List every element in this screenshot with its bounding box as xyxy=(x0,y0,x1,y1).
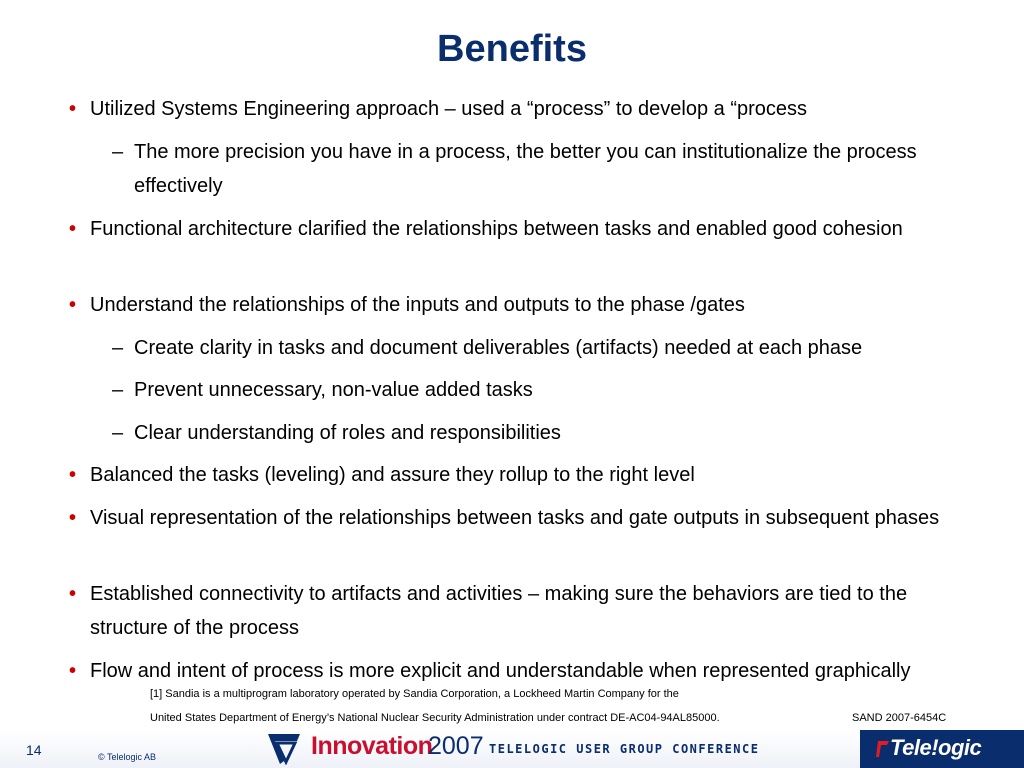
innovation-logo-icon xyxy=(267,733,301,765)
bullet-text: Utilized Systems Engineering approach – used a “process” to develop a “process xyxy=(90,98,808,120)
telelogic-mark-icon xyxy=(876,739,890,759)
bullet-dot-icon: • xyxy=(69,507,77,529)
sub-bullet-item xyxy=(112,331,994,365)
bullet-text: Prevent unnecessary, non-value added tasks xyxy=(134,379,533,401)
bullet-text: Flow and intent of process is more explicit and understandable when represented graphically xyxy=(90,660,911,682)
dash-icon: – xyxy=(112,422,124,444)
bullet-item xyxy=(69,288,990,322)
bullet-dot-icon: • xyxy=(69,98,77,120)
sub-bullet-item xyxy=(112,373,994,407)
bullet-dot-icon: • xyxy=(69,464,77,486)
innovation-year: 2007 xyxy=(428,732,484,760)
bullet-text: Create clarity in tasks and document deliverables (artifacts) needed at each phase xyxy=(134,337,863,359)
bullet-text: Visual representation of the relationships between tasks and gate outputs in subsequent phases xyxy=(90,507,940,529)
bullet-item xyxy=(69,458,990,492)
telelogic-logo xyxy=(860,730,1024,768)
bullet-text: Clear understanding of roles and responsibilities xyxy=(134,422,561,444)
conference-title: TELELOGIC USER GROUP CONFERENCE xyxy=(489,742,760,756)
bullet-text: Functional architecture clarified the relationships between tasks and enabled good cohesion xyxy=(90,218,903,240)
bullet-dot-icon: • xyxy=(69,218,77,240)
dash-icon: – xyxy=(112,141,124,163)
dash-icon: – xyxy=(112,337,124,359)
sub-bullet-item xyxy=(112,416,994,450)
bullet-item xyxy=(69,654,990,688)
bullet-dot-icon: • xyxy=(69,660,77,682)
footer-bar xyxy=(0,730,860,768)
page-number: 14 xyxy=(26,742,42,758)
bullet-item xyxy=(69,212,990,246)
bullet-text: Balanced the tasks (leveling) and assure they rollup to the right level xyxy=(90,464,695,486)
bullet-text: The more precision you have in a process, the better you can institutionalize the process effectively xyxy=(134,141,917,197)
sand-number: SAND 2007-6454C xyxy=(852,712,947,724)
bullet-item xyxy=(69,501,990,535)
copyright: © Telelogic AB xyxy=(98,752,156,762)
slide-title: Benefits xyxy=(437,28,587,70)
bullet-item xyxy=(69,92,990,126)
footnote-line: [1] Sandia is a multiprogram laboratory operated by Sandia Corporation, a Lockheed Martin Company for the xyxy=(150,688,679,700)
bullet-text: Established connectivity to artifacts and activities – making sure the behaviors are tied to the structure of the process xyxy=(90,583,908,639)
bullet-item xyxy=(69,577,990,645)
bullet-dot-icon: • xyxy=(69,294,77,316)
innovation-wordmark: Innovation xyxy=(311,732,433,760)
bullet-dot-icon: • xyxy=(69,583,77,605)
dash-icon: – xyxy=(112,379,124,401)
footnote-line: United States Department of Energy’s National Nuclear Security Administration under contract DE-AC04-94AL85000. xyxy=(150,712,720,724)
slide-footer xyxy=(0,730,1024,768)
sub-bullet-item xyxy=(112,135,994,203)
telelogic-brand: Tele!ogic xyxy=(890,735,982,760)
bullet-text: Understand the relationships of the inputs and outputs to the phase /gates xyxy=(90,294,745,316)
